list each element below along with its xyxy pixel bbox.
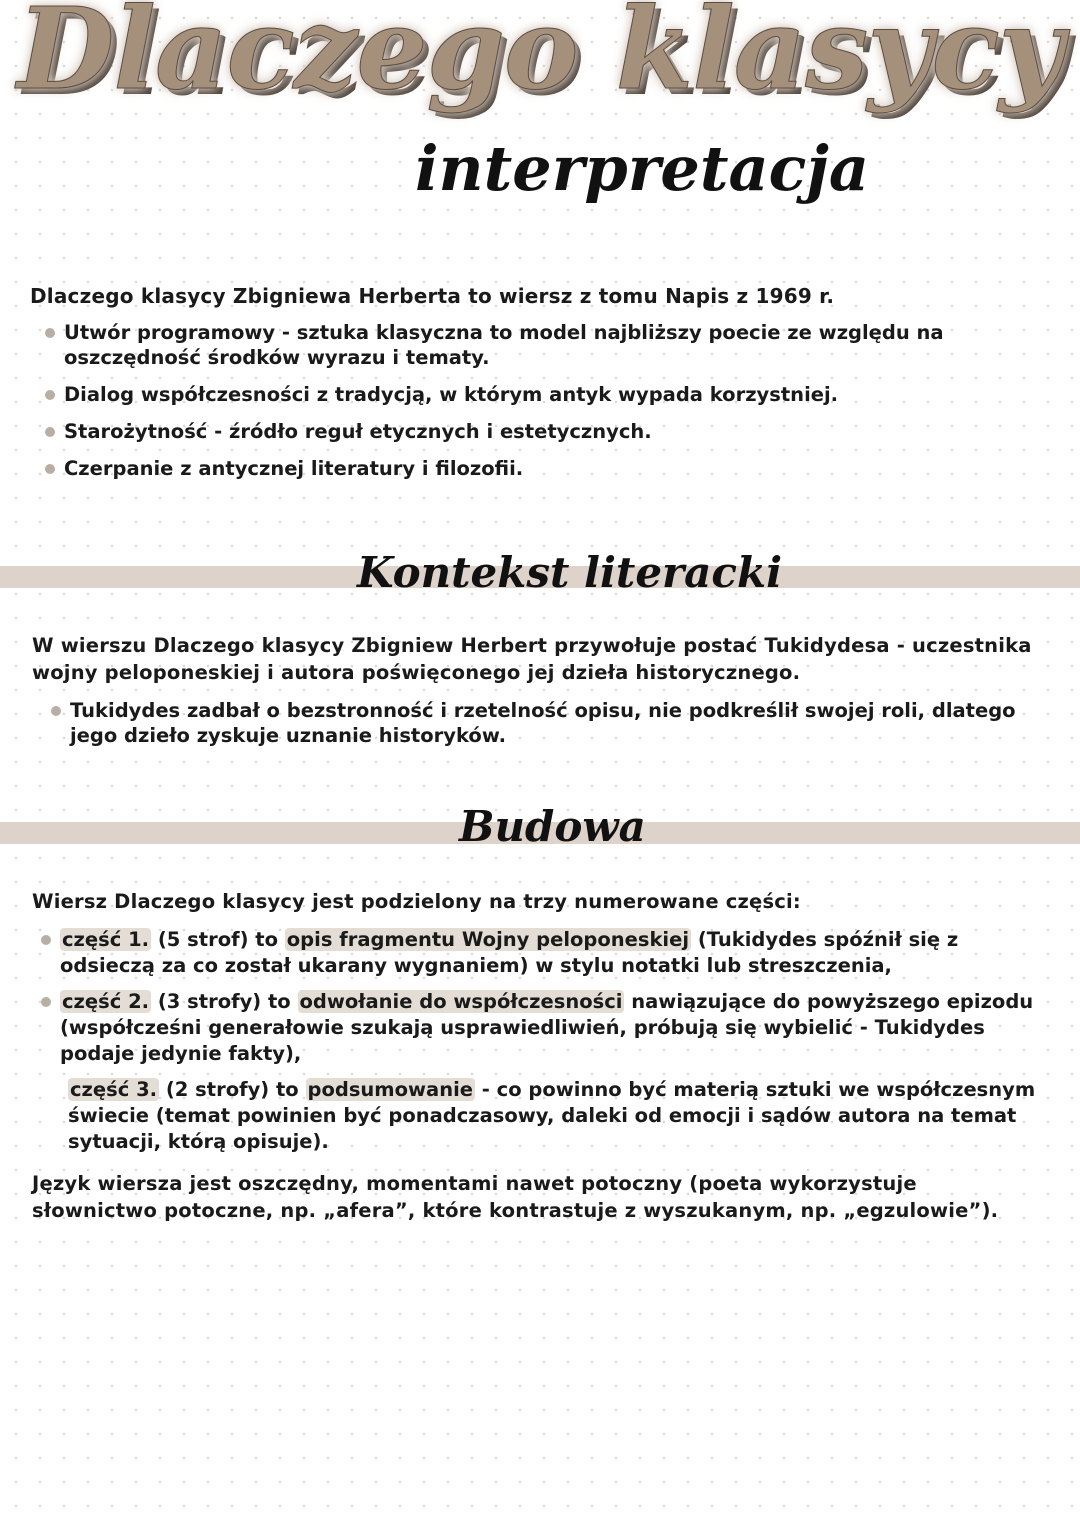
list-item [32, 419, 1022, 444]
list-item [32, 456, 1022, 481]
bullet-dot-icon [45, 328, 55, 338]
list-item-text: Utwór programowy - sztuka klasyczna to model najbliższy poecie ze względu na oszczędność środków wyrazu i tematy. [64, 321, 944, 369]
bullet-dot-icon [45, 427, 55, 437]
list-item [38, 698, 1048, 748]
list-item-text: Dialog współczesności z tradycją, w którym antyk wypada korzystniej. [64, 383, 839, 406]
list-item [32, 320, 1022, 370]
structure-parts-list [28, 927, 1038, 1165]
bullet-dot-icon [41, 997, 51, 1007]
bullet-dot-icon [41, 935, 51, 945]
intro-bullet-list [32, 320, 1022, 493]
context-text: W wierszu Dlaczego klasycy Zbigniew Herbert przywołuje postać Tukidydesa - uczestnika wojny peloponeskiej i autora poświęconego jej dzieła historycznego. [32, 634, 1032, 684]
context-bullet-list [38, 698, 1048, 759]
section-heading-structure: Budowa [459, 802, 646, 851]
structure-intro-text: Wiersz Dlaczego klasycy jest podzielony na trzy numerowane części: [32, 890, 801, 913]
part-info: (3 strofy) to [157, 990, 298, 1013]
list-item [28, 1077, 1038, 1155]
page-title: Dlaczego klasycy [17, 0, 1063, 115]
list-item [28, 989, 1038, 1067]
language-text: Język wiersza jest oszczędny, momentami nawet potoczny (poeta wykorzystuje słownictwo potoczne, np. „afera”, które kontrastuje z wyszukanym, np. „egzulowie”). [32, 1172, 999, 1222]
list-item-text: Czerpanie z antycznej literatury i filozofii. [64, 457, 524, 480]
part-rest: nawiązujące do powyższego epizodu (współcześni generałowie szukają usprawiedliwień, próbują się wybielić - Tukidydes podaje jedynie fakty), [60, 990, 1034, 1065]
page-subtitle: interpretacja [415, 132, 870, 205]
part-label: część 2. [62, 990, 150, 1013]
section-heading-context: Kontekst literacki [357, 548, 783, 597]
part-info: (5 strof) to [157, 928, 285, 951]
part-highlight: odwołanie do współczesności [299, 990, 623, 1013]
list-item-text: Starożytność - źródło reguł etycznych i estetycznych. [64, 420, 652, 443]
part-rest: - co powinno być materią sztuki we współczesnym świecie (temat powinien być ponadczasowy, daleki od emocji i sądów autora na temat sytuacji, którą opisuje). [68, 1078, 1036, 1153]
part-label: część 1. [62, 928, 150, 951]
list-item [28, 927, 1038, 979]
intro-text: Dlaczego klasycy Zbigniewa Herberta to wiersz z tomu Napis z 1969 r. [30, 284, 835, 308]
bullet-dot-icon [51, 706, 61, 716]
list-item-text: Tukidydes zadbał o bezstronność i rzetelność opisu, nie podkreślił swojej roli, dlatego jego dzieło zyskuje uznanie historyków. [70, 699, 1016, 747]
part-highlight: opis fragmentu Wojny peloponeskiej [286, 928, 690, 951]
part-highlight: podsumowanie [307, 1078, 473, 1101]
bullet-dot-icon [45, 464, 55, 474]
part-info: (2 strofy) to [165, 1078, 306, 1101]
part-rest: (Tukidydes spóźnił się z odsieczą za co został ukarany wygnaniem) w stylu notatki lub streszczenia, [60, 928, 959, 977]
part-label: część 3. [70, 1078, 158, 1101]
list-item [32, 382, 1022, 407]
bullet-dot-icon [45, 390, 55, 400]
